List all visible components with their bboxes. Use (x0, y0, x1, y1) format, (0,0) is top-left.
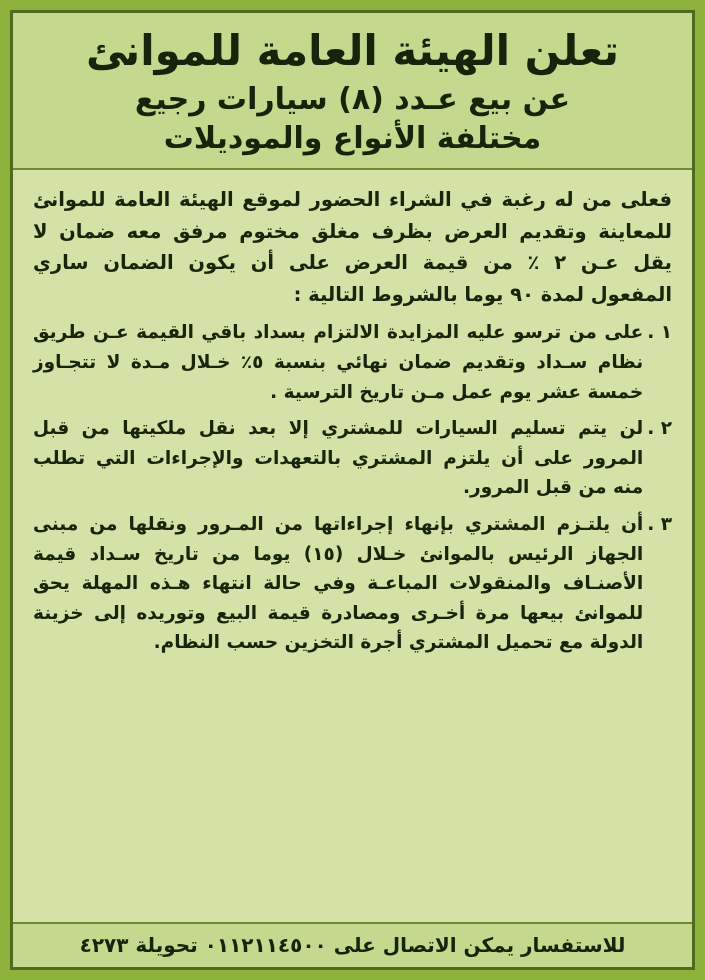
clause-number: ١ . (647, 322, 672, 344)
clause-item (33, 510, 672, 658)
bordered-frame (10, 10, 695, 970)
clause-item (33, 318, 672, 407)
subtitle-line-1: عن بيع عـدد (٨) سيارات رجيع (134, 82, 571, 118)
contact-info: للاستفسار يمكن الاتصال على ٠١١٢١١٤٥٠٠ تحويلة ٤٢٧٣ (79, 933, 626, 957)
intro-paragraph: فعلى من له رغبة في الشراء الحضور لموقع الهيئة العامة للموانئ للمعاينة وتقديم العرض بظرف مغلق مختوم مرفق معه ضمان لا يقل عـن ٢ ٪ من قيمة العرض على أن يكون الضمان ساري المفعول لمدة ٩٠ يوما بالشروط التالية : (33, 188, 672, 306)
clause-item (33, 414, 672, 503)
clause-number: ٣ . (647, 513, 672, 535)
clause-text: على من ترسو عليه المزايدة الالتزام بسداد باقي القيمة عـن طريق نظام سـداد وتقديم ضمان نهائي بنسبة ٥٪ خـلال مـدة لا تتجـاوز خمسة عشر يوم عمل مـن تاريخ الترسية . (33, 322, 644, 403)
clause-text: أن يلتـزم المشتري بإنهاء إجراءاتها من المـرور ونقلها من مبنى الجهاز الرئيس بالموانئ خـلال (١٥) يوما من تاريخ سـداد قيمة الأصنـاف والمنقولات المباعـة وفي حالة انتهاء هـذه المهلة يحق للموانئ بيعها مرة أخـرى ومصادرة قيمة البيع وتوريده إلى خزينة الدولة مع تحميل المشتري أجرة التخزين حسب النظام. (33, 513, 644, 654)
subtitle-line-2: مختلفة الأنواع والموديلات (163, 121, 542, 157)
clause-number: ٢ . (647, 418, 672, 440)
announcement-header (13, 13, 692, 170)
clause-text: لن يتم تسليم السيارات للمشتري إلا بعد نقل ملكيتها من قبل المرور على أن يلتزم المشتري بالتعهدات والإجراءات التي تطلب منه من قبل المرور. (33, 418, 644, 499)
announcement-footer (13, 922, 692, 967)
page-title: تعلن الهيئة العامة للموانئ (85, 26, 620, 75)
announcement-body (13, 170, 692, 922)
